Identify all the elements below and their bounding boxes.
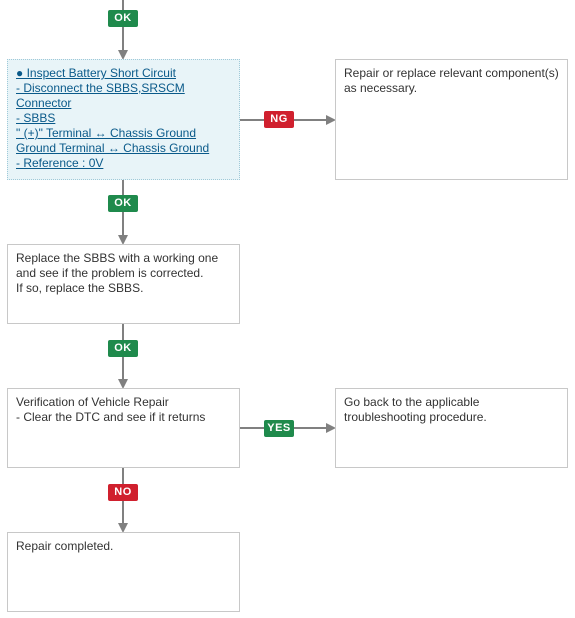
- replace-sbbs-line: Replace the SBBS with a working one: [16, 251, 219, 265]
- replace-sbbs-line: If so, replace the SBBS.: [16, 281, 144, 295]
- replace-sbbs-box: [7, 244, 240, 324]
- inspect-line[interactable]: " (+)" Terminal ↔ Chassis Ground: [16, 126, 197, 140]
- ng-badge: NG: [264, 111, 294, 128]
- ok-badge-top: OK: [108, 10, 138, 27]
- ok-badge-2: OK: [108, 340, 138, 357]
- repair-replace-line: as necessary.: [344, 81, 418, 95]
- repair-completed-box: [7, 532, 240, 612]
- verification-line: Verification of Vehicle Repair: [16, 395, 169, 409]
- repair-completed-line: Repair completed.: [16, 539, 114, 553]
- repair-replace-line: Repair or replace relevant component(s): [344, 66, 559, 80]
- inspect-line[interactable]: ● Inspect Battery Short Circuit: [16, 66, 176, 80]
- inspect-line[interactable]: Ground Terminal ↔ Chassis Ground: [16, 141, 210, 155]
- go-back-box: [335, 388, 568, 468]
- go-back-line: Go back to the applicable: [344, 395, 480, 409]
- inspect-line[interactable]: - Reference : 0V: [16, 156, 104, 170]
- ok-badge-1: OK: [108, 195, 138, 212]
- inspect-line[interactable]: Connector: [16, 96, 72, 110]
- no-badge: NO: [108, 484, 138, 501]
- inspect-line[interactable]: - SBBS: [16, 111, 56, 125]
- go-back-line: troubleshooting procedure.: [344, 410, 487, 424]
- replace-sbbs-line: and see if the problem is corrected.: [16, 266, 204, 280]
- yes-badge: YES: [264, 420, 294, 437]
- verification-line: - Clear the DTC and see if it returns: [16, 410, 206, 424]
- repair-replace-box: [335, 59, 568, 180]
- verification-box: [7, 388, 240, 468]
- inspect-line[interactable]: - Disconnect the SBBS,SRSCM: [16, 81, 185, 95]
- inspect-battery-short-circuit-box: [7, 59, 240, 180]
